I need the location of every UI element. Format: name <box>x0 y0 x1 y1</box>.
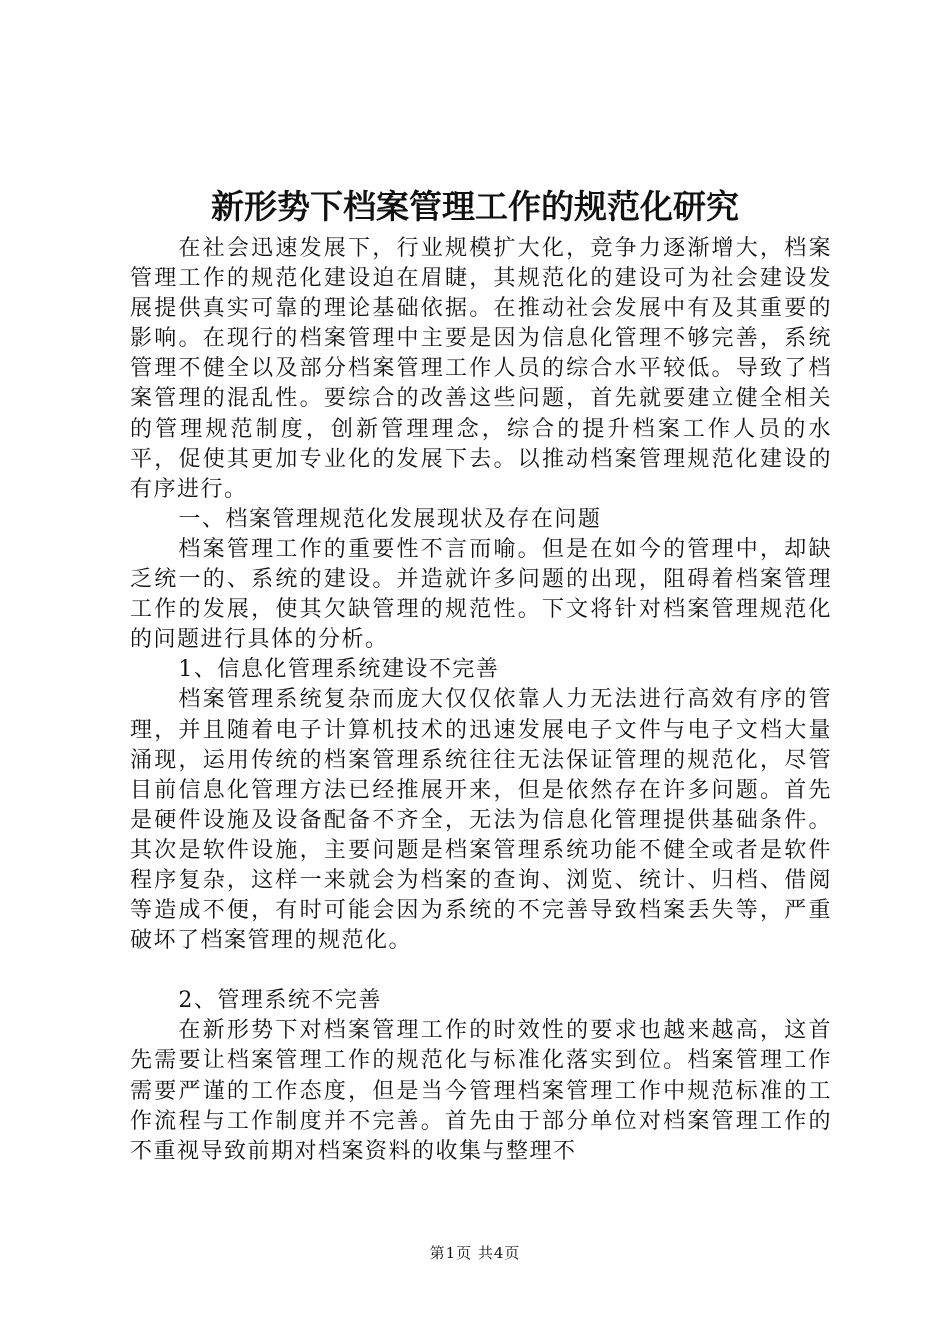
page-footer: 第1页 共4页 <box>429 1244 521 1262</box>
subsection-1-heading: 1、信息化管理系统建设不完善 <box>178 657 500 683</box>
intro-paragraph: 在社会迅速发展下，行业规模扩大化，竞争力逐渐增大，档案管理工作的规范化建设迫在眉睫，其规范化的建设可为社会建设发展提供真实可靠的理论基础依据。在推动社会发展中有及其重要的影响。在现行的档案管理中主要是因为信息化管理不够完善，系统管理不健全以及部分档案管理工作人员的综合水平较低。导致了档案管理的混乱性。要综合的改善这些问题，首先就要建立健全相关的管理规范制度，创新管理理念，综合的提升档案工作人员的水平，促使其更加专业化的发展下去。以推动档案管理规范化建设的有序进行。 <box>130 236 832 502</box>
subsection-2-heading: 2、管理系统不完善 <box>178 988 382 1014</box>
section-1-heading: 一、档案管理规范化发展现状及存在问题 <box>178 506 602 532</box>
subsection-1-paragraph: 档案管理系统复杂而庞大仅仅依靠人力无法进行高效有序的管理，并且随着电子计算机技术的迅速发展电子文件与电子文档大量涌现，运用传统的档案管理系统往往无法保证管理的规范化，尽管目前信息化管理方法已经推展开来，但是依然存在许多问题。首先是硬件设施及设备配备不齐全，无法为信息化管理提供基础条件。其次是软件设施，主要问题是档案管理系统功能不健全或者是软件程序复杂，这样一来就会为档案的查询、浏览、统计、归档、借阅等造成不便，有时可能会因为系统的不完善导致档案丢失等，严重破坏了档案管理的规范化。 <box>130 687 832 954</box>
document-body <box>130 234 832 1167</box>
section-1-paragraph: 档案管理工作的重要性不言而喻。但是在如今的管理中，却缺乏统一的、系统的建设。并造就许多问题的出现，阻碍着档案管理工作的发展，使其欠缺管理的规范性。下文将针对档案管理规范化的问题进行具体的分析。 <box>130 536 832 653</box>
subsection-2-paragraph: 在新形势下对档案管理工作的时效性的要求也越来越高，这首先需要让档案管理工作的规范化与标准化落实到位。档案管理工作需要严谨的工作态度，但是当今管理档案管理工作中规范标准的工作流程与工作制度并不完善。首先由于部分单位对档案管理工作的不重视导致前期对档案资料的收集与整理不 <box>130 1018 832 1164</box>
document-title: 新形势下档案管理工作的规范化研究 <box>211 187 739 226</box>
